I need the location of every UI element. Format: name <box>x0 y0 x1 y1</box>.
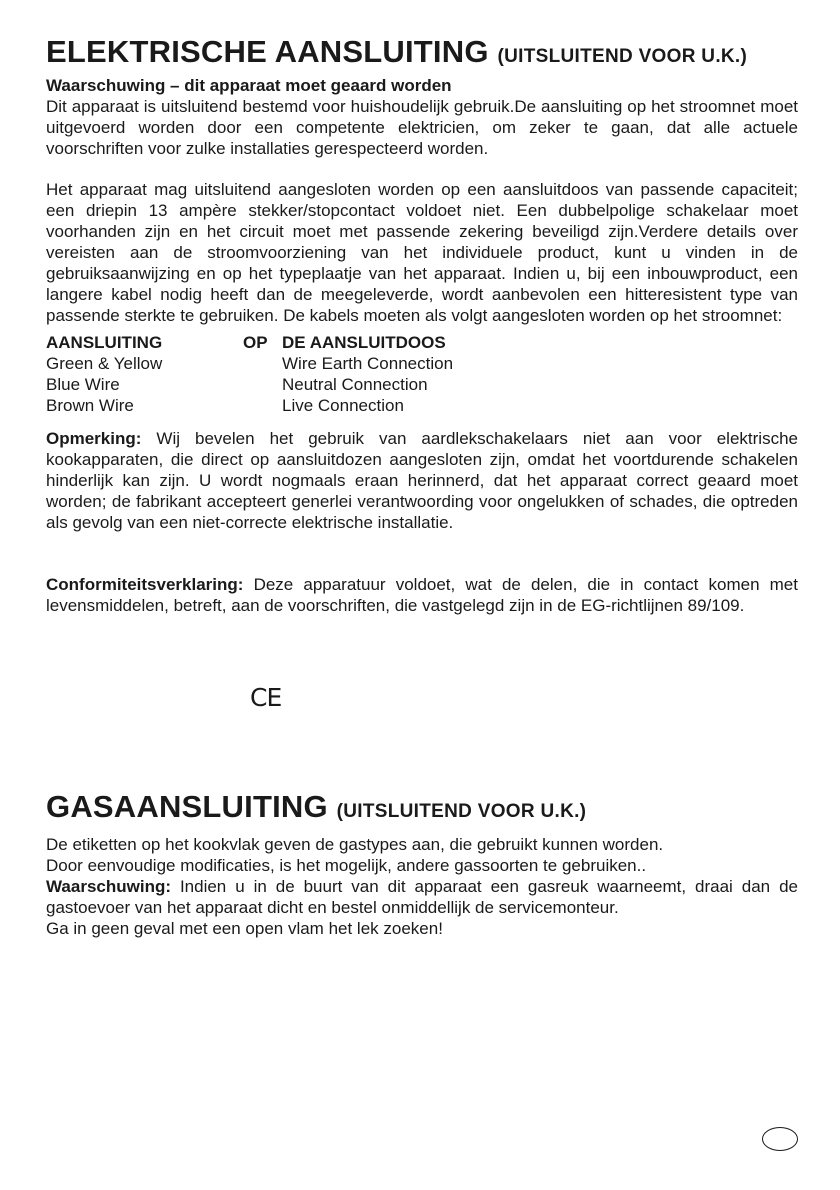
country-oval-icon <box>762 1127 798 1151</box>
conformity-declaration <box>46 574 798 616</box>
gas-line-2: Door eenvoudige modificaties, is het mogelijk, andere gassoorten te gebruiken.. <box>46 856 647 875</box>
wire-connection: Wire Earth Connection <box>282 354 454 373</box>
conformity-text: Deze apparatuur voldoet, wat de delen, die in contact komen met levensmiddelen, betreft, aan de voorschriften, die vastgelegd zijn in de EG-richtlijnen 89/109. <box>46 575 798 615</box>
electric-paragraph-1: Dit apparaat is uitsluitend bestemd voor huishoudelijk gebruik.De aansluiting op het stroomnet moet uitgevoerd worden door een competente elektricien, om zeker te gaan, dat alle actuele voorschriften voor zulke installaties gerespecteerd worden. <box>46 97 798 158</box>
note-text: Wij bevelen het gebruik van aardlekschakelaars niet aan voor elektrische kookapparaten, die direct op aansluitdozen aangesloten zijn, omdat het voortdurende schakelen hinderlijk kan zijn. U wordt nogmaals eraan herinnerd, dat het apparaat correct geaard moet worden; de fabrikant accepteert generlei verantwoording voor ongelukken of schades, die optreden als gevolg van een niet-correcte elektrische installatie. <box>46 429 798 532</box>
wiring-col2-header: DE AANSLUITDOOS <box>282 333 446 352</box>
wiring-table-row <box>46 395 798 416</box>
wiring-table-header <box>46 332 798 353</box>
electric-warning-heading: Waarschuwing – dit apparaat moet geaard worden <box>46 76 452 95</box>
wiring-table-row <box>46 353 798 374</box>
wiring-table <box>46 332 798 416</box>
conformity-label: Conformiteitsverklaring: <box>46 575 244 594</box>
gas-line-1: De etiketten op het kookvlak geven de gastypes aan, die gebruikt kunnen worden. <box>46 835 664 854</box>
gas-warning <box>46 876 798 918</box>
gas-section-title <box>46 789 798 830</box>
wiring-op-header: OP <box>243 333 268 352</box>
wiring-col1-header: AANSLUITING <box>46 333 163 352</box>
gas-title-suffix: (UITSLUITEND VOOR U.K.) <box>336 801 587 822</box>
gas-warning-text: Indien u in de buurt van dit apparaat een gasreuk waarneemt, draai dan de gastoevoer van het apparaat dicht en bestel onmiddellijk de servicemonteur. <box>46 877 798 917</box>
gas-line-3: Ga in geen geval met een open vlam het lek zoeken! <box>46 919 443 938</box>
wire-name: Brown Wire <box>46 396 134 415</box>
electric-note <box>46 428 798 533</box>
ce-mark-icon: CE <box>250 683 282 712</box>
document-page <box>46 34 798 939</box>
wire-connection: Live Connection <box>282 396 404 415</box>
electric-title-suffix: (UITSLUITEND VOOR U.K.) <box>497 46 748 67</box>
wire-connection: Neutral Connection <box>282 375 428 394</box>
electric-paragraph-2: Het apparaat mag uitsluitend aangesloten worden op een aansluitdoos van passende capaciteit; een driepin 13 ampère stekker/stopcontact voldoet niet. Een dubbelpolige schakelaar moet voorhanden zijn en het circuit moet met passende zekering beveiligd zijn.Verdere details over vereisten aan de stroomvoorziening van het individuele product, kunt u vinden in de gebruiksaanwijzing en op het typeplaatje van het apparaat. Indien u, bij een inbouwproduct, een langere kabel nodig heeft dan de meegeleverde, wordt aanbevolen een hitteresistent type van passende sterkte te gebruiken. De kabels moeten als volgt aangesloten worden op het stroomnet: <box>46 180 798 325</box>
electric-section-title <box>46 34 798 75</box>
gas-warning-label: Waarschuwing: <box>46 877 171 896</box>
wiring-table-row <box>46 374 798 395</box>
wire-name: Green & Yellow <box>46 354 163 373</box>
gas-title-text: GASAANSLUITING <box>46 789 328 824</box>
electric-title-text: ELEKTRISCHE AANSLUITING <box>46 34 489 69</box>
wire-name: Blue Wire <box>46 375 120 394</box>
note-label: Opmerking: <box>46 429 142 448</box>
